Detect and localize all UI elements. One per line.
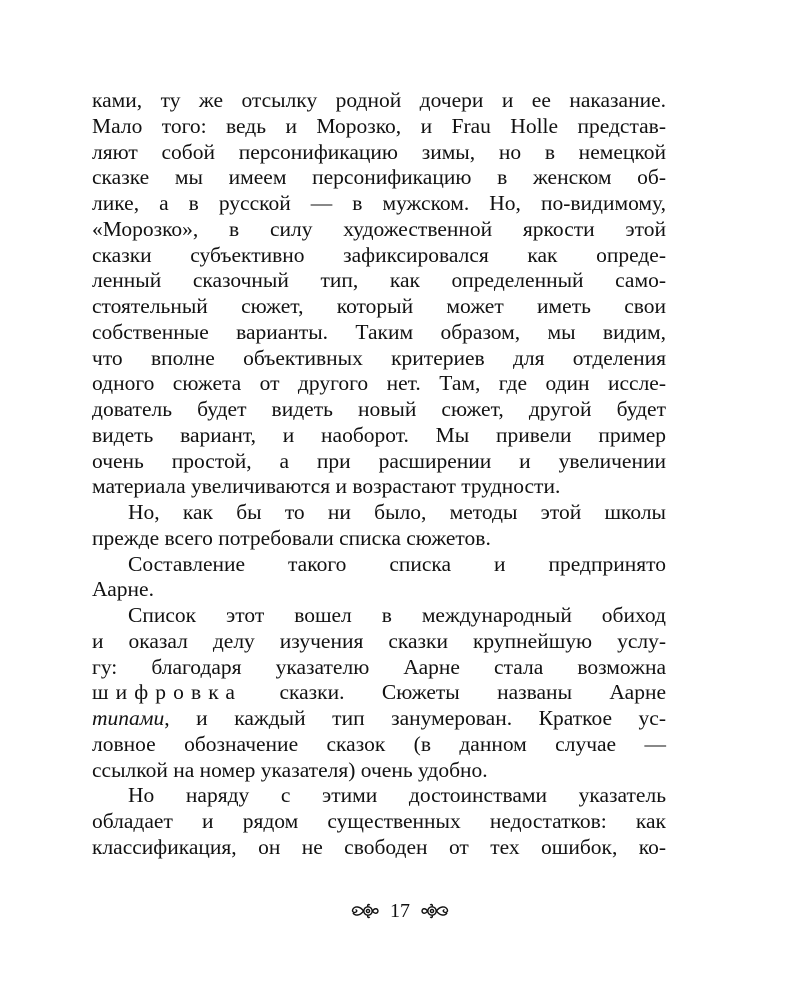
italic-term: типами xyxy=(92,706,165,730)
text-line: и оказал делу изучения сказки крупнейшую услу- xyxy=(92,628,666,653)
text-line: «Морозко», в силу художественной яркости этой xyxy=(92,216,666,241)
text-line: стоятельный сюжет, который может иметь свои xyxy=(92,294,666,318)
left-ornament-icon xyxy=(348,903,380,919)
page-footer xyxy=(0,896,800,926)
text-line xyxy=(92,706,666,732)
text-line: сказки субъективно зафиксировался как опреде- xyxy=(92,242,666,267)
text-line: ками, ту же отсылку родной дочери и ее наказание. xyxy=(92,88,666,112)
text-line: Аарне. xyxy=(92,577,154,602)
text-line: ссылкой на номер указателя) очень удобно. xyxy=(92,757,488,782)
text-line: Но наряду с этими достоинствами указатель xyxy=(128,783,666,808)
text-line: лике, а в русской — в мужском. Но, по-видимому, xyxy=(92,191,666,215)
text-line: Но, как бы то ни было, методы этой школы xyxy=(128,500,666,524)
body-text xyxy=(92,88,666,861)
text-line: Список этот вошел в международный обиход xyxy=(128,603,666,627)
text-line: Составление такого списка и предпринято xyxy=(128,551,666,576)
text-line: дователь будет видеть новый сюжет, другой будет xyxy=(92,397,666,421)
spaced-emphasis: шифровка xyxy=(92,680,243,705)
page-number: 17 xyxy=(390,899,410,922)
right-ornament-icon xyxy=(420,903,452,919)
text-line: видеть вариант, и наоборот. Мы привели пример xyxy=(92,422,666,447)
text-line: ловное обозначение сказок (в данном случае — xyxy=(92,731,666,756)
text-line: что вполне объективных критериев для отделения xyxy=(92,345,666,370)
text-line: ляют собой персонификацию зимы, но в немецкой xyxy=(92,139,666,164)
text-line: одного сюжета от другого нет. Там, где один иссле- xyxy=(92,371,666,396)
text-line: очень простой, а при расширении и увеличении xyxy=(92,448,666,473)
text-line: материала увеличиваются и возрастают трудности. xyxy=(92,474,561,499)
text-line xyxy=(92,680,666,706)
text-line: прежде всего потребовали списка сюжетов. xyxy=(92,525,491,550)
text-line: гу: благодаря указателю Аарне стала возможна xyxy=(92,654,666,679)
text-line: собственные варианты. Таким образом, мы видим, xyxy=(92,319,666,344)
text-line: классификация, он не свободен от тех ошибок, ко- xyxy=(92,834,666,859)
text-run: , и каждый тип занумерован. Краткое ус- xyxy=(164,706,666,730)
text-line: ленный сказочный тип, как определенный само- xyxy=(92,268,666,293)
text-line: сказке мы имеем персонификацию в женском об- xyxy=(92,165,666,190)
text-run: сказки. Сюжеты названы Аарне xyxy=(242,680,666,705)
text-line: обладает и рядом существенных недостатков: как xyxy=(92,809,666,833)
text-line: Мало того: ведь и Морозко, и Frau Holle представ- xyxy=(92,113,666,138)
